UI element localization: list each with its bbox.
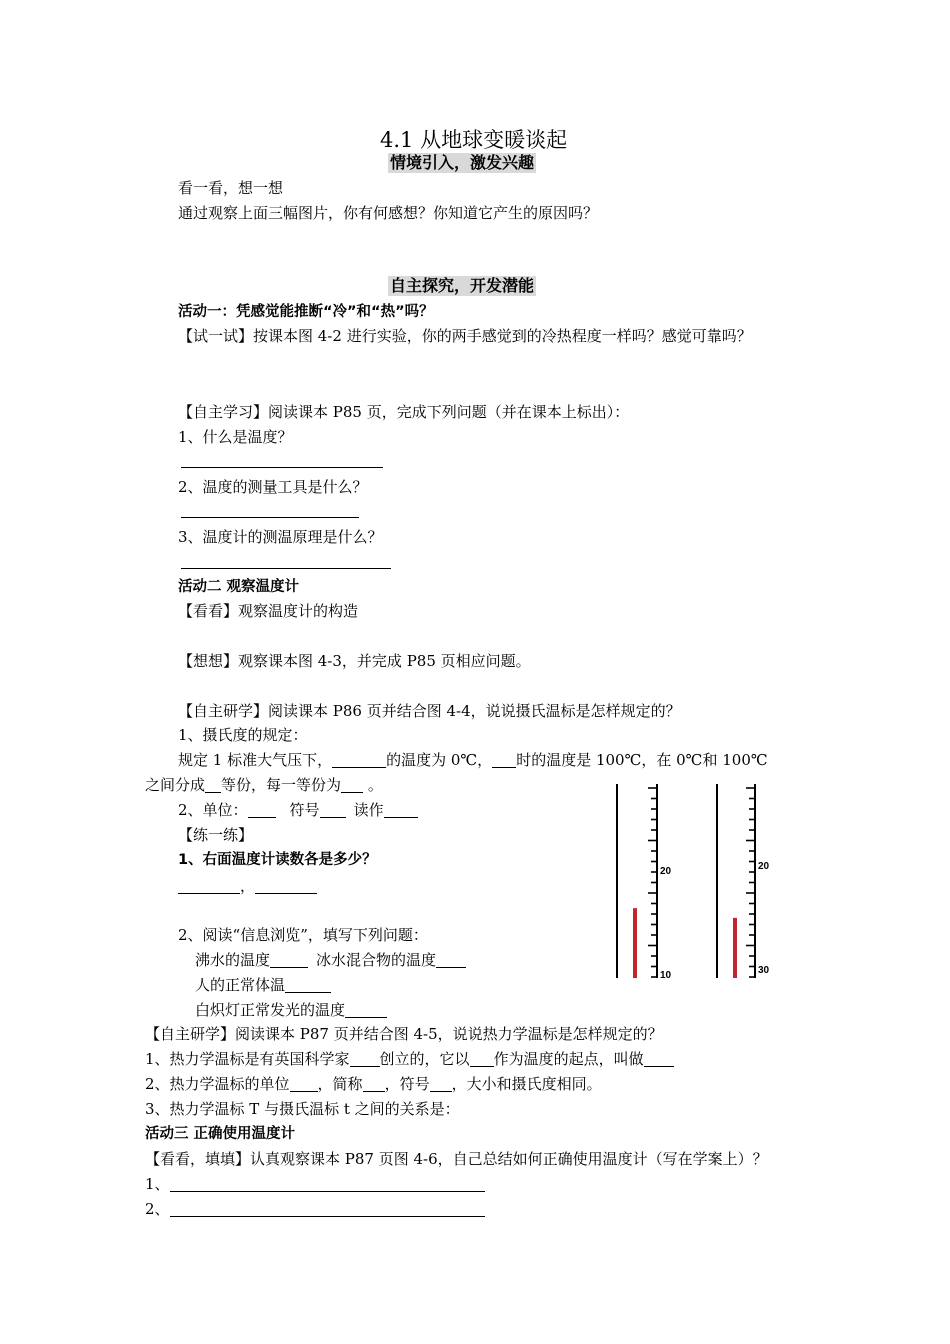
celsius-rule-line-1: 规定 1 标准大气压下， 的温度为 0℃， 时的温度是 100℃，在 0℃和 100℃: [178, 751, 768, 769]
blank-lamp-temp[interactable]: [345, 1002, 387, 1018]
lamp-temp-line: 白炽灯正常发光的温度: [195, 1000, 387, 1020]
blank-pressure[interactable]: [332, 752, 386, 768]
blank-usage-2[interactable]: [170, 1201, 485, 1217]
blank-kelvin-symbol[interactable]: [430, 1076, 452, 1092]
thermometer-1: [617, 784, 672, 981]
unit-line: 2、单位： 符号 读作: [178, 800, 418, 820]
section-heading-explore: 自主探究，开发潜能: [390, 276, 535, 295]
scale-label-lower: 30: [758, 965, 770, 976]
liquid-column: [733, 918, 737, 978]
blank-unit[interactable]: [248, 802, 276, 818]
thermometers-figure: [605, 782, 805, 982]
celsius-rule-label: 1、摄氏度的规定：: [178, 726, 308, 744]
blank-usage-1[interactable]: [170, 1176, 485, 1192]
kelvin-line-2: 2、热力学温标的单位 ，简称 ，符号 ，大小和摄氏度相同。: [145, 1075, 602, 1093]
scale-label-upper: 20: [660, 866, 672, 877]
self-study-text: 【自主学习】阅读课本 P85 页，完成下列问题（并在课本上标出）：: [178, 403, 630, 421]
intro-line-2: 通过观察上面三幅图片，你有何感想？你知道它产生的原因吗？: [178, 204, 599, 222]
section-heading-intro: 情境引入，激发兴趣: [390, 153, 535, 172]
kelvin-line-1: 1、热力学温标是有英国科学家 创立的，它以 作为温度的起点，叫做: [145, 1049, 674, 1069]
question-2: 2、温度的测量工具是什么？: [178, 478, 368, 496]
body-temp-line: 人的正常体温: [195, 975, 331, 995]
blank-symbol[interactable]: [320, 802, 346, 818]
boil-ice-line: 沸水的温度 冰水混合物的温度: [195, 950, 466, 970]
usage-item-2: 2、: [145, 1199, 485, 1219]
look-text: 【看看】观察温度计的构造: [178, 602, 359, 620]
activity-2-title: 活动二 观察温度计: [178, 579, 300, 595]
blank-read-as[interactable]: [384, 802, 418, 818]
blank-body-temp[interactable]: [285, 977, 331, 993]
answer-line-2[interactable]: [181, 517, 359, 518]
blank-boiling[interactable]: [492, 752, 516, 768]
blank-boil-temp[interactable]: [270, 952, 308, 968]
answer-line-3[interactable]: [181, 568, 391, 569]
blank-reading-1[interactable]: [178, 878, 240, 894]
try-it-text: 【试一试】按课本图 4-2 进行实验，你的两手感觉到的冷热程度一样吗？感觉可靠吗？: [178, 327, 752, 345]
question-3: 3、温度计的测温原理是什么？: [178, 528, 383, 546]
celsius-rule-line-2: 之间分成 等份，每一等份为 。: [145, 776, 383, 794]
think-text: 【想想】观察课本图 4-3，并完成 P85 页相应问题。: [178, 652, 531, 670]
page-title: 4.1 从地球变暖谈起: [380, 128, 568, 152]
kelvin-line-3: 3、热力学温标 T 与摄氏温标 t 之间的关系是：: [145, 1100, 460, 1118]
blank-start-point[interactable]: [470, 1051, 494, 1067]
practice-question-1: 1、右面温度计读数各是多少？: [178, 852, 377, 868]
practice-heading: 【练一练】: [178, 826, 254, 844]
activity-3-title: 活动三 正确使用温度计: [145, 1126, 296, 1142]
usage-fill-text: 【看看，填填】认真观察课本 P87 页图 4-6，自己总结如何正确使用温度计（写在学案上）？: [145, 1150, 768, 1168]
intro-line-1: 看一看，想一想: [178, 179, 284, 197]
blank-divisions[interactable]: [205, 777, 221, 793]
blank-unit-degree[interactable]: [341, 777, 363, 793]
liquid-column: [633, 908, 637, 978]
practice-question-2: 2、阅读“信息浏览”，填写下列问题：: [178, 926, 428, 944]
activity-1-title: 活动一：凭感觉能推断“冷”和“热”吗？: [178, 304, 434, 320]
blank-ice-temp[interactable]: [436, 952, 466, 968]
thermometer-2: [717, 784, 770, 978]
research-kelvin-text: 【自主研学】阅读课本 P87 页并结合图 4-5，说说热力学温标是怎样规定的？: [145, 1025, 663, 1043]
blank-scientist[interactable]: [350, 1051, 380, 1067]
blank-short-name[interactable]: [363, 1076, 385, 1092]
scale-label-lower: 10: [660, 970, 672, 981]
blank-reading-2[interactable]: [255, 878, 317, 894]
blank-name[interactable]: [644, 1051, 674, 1067]
usage-item-1: 1、: [145, 1174, 485, 1194]
scale-label-upper: 20: [758, 861, 770, 872]
research-celsius-text: 【自主研学】阅读课本 P86 页并结合图 4-4，说说摄氏温标是怎样规定的？: [178, 702, 681, 720]
question-1: 1、什么是温度？: [178, 428, 293, 446]
answer-line-1[interactable]: [181, 467, 383, 468]
blank-kelvin-unit[interactable]: [290, 1076, 318, 1092]
practice-answer-1: ，: [178, 876, 317, 896]
